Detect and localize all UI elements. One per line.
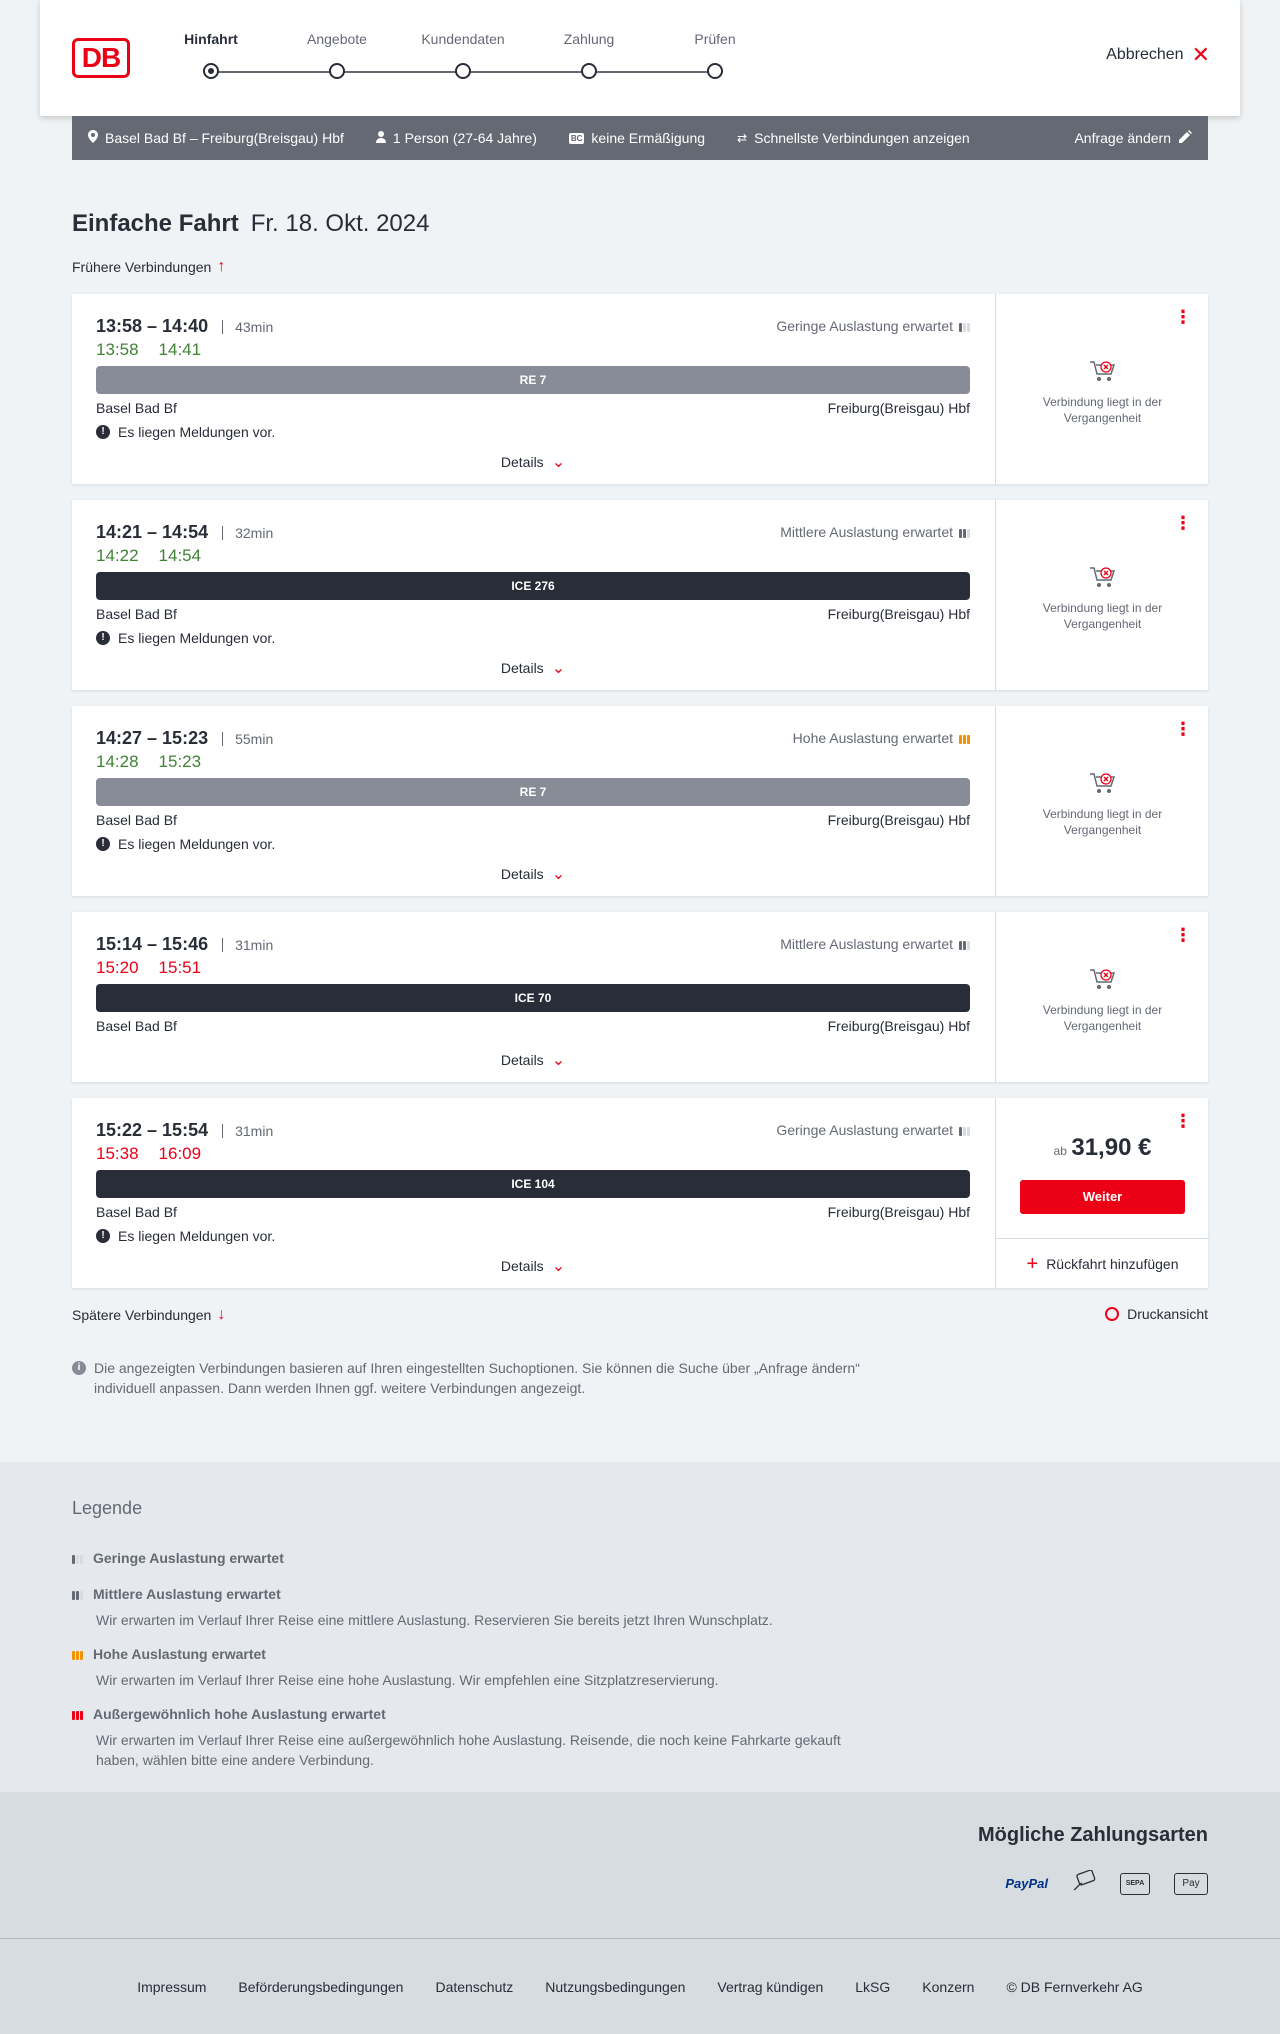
occupancy-info xyxy=(776,1122,970,1138)
footer-link-befoerderungsbedingungen[interactable]: Beförderungsbedingungen xyxy=(238,1978,404,1995)
discount-summary xyxy=(569,130,705,146)
legend-item-extreme xyxy=(72,1706,872,1770)
past-connection-text: Verbindung liegt in der Vergangenheit xyxy=(1042,395,1163,425)
footer-link-nutzungsbedingungen[interactable]: Nutzungsbedingungen xyxy=(545,1978,686,1995)
footer-copyright[interactable]: © DB Fernverkehr AG xyxy=(1006,1978,1143,1995)
details-toggle[interactable] xyxy=(72,1050,994,1070)
footer-link-impressum[interactable]: Impressum xyxy=(137,1978,207,1995)
departure-station: Basel Bad Bf xyxy=(96,1204,177,1220)
chevron-down-icon: ⌄ xyxy=(551,1052,566,1069)
details-label: Details xyxy=(500,1258,544,1274)
payment-methods-section xyxy=(0,1792,1280,1938)
notice-text: Es liegen Meldungen vor. xyxy=(118,836,276,852)
later-connections-label: Spätere Verbindungen xyxy=(72,1307,212,1323)
close-icon: ✕ xyxy=(1191,42,1210,67)
search-info-text: Die angezeigten Verbindungen basieren auf Ihren eingestellten Suchoptionen. Sie können die Suche über „Anfrage ändern“ individuell anpassen. Dann werden Ihnen ggf. weitere Verbindungen angezeigt. xyxy=(94,1360,860,1396)
train-bar[interactable]: RE 7 xyxy=(96,366,970,394)
legend-section xyxy=(0,1462,1280,1792)
occupancy-high-icon xyxy=(959,732,970,744)
realtime-arrival: 14:41 xyxy=(158,340,202,359)
chevron-down-icon: ⌄ xyxy=(551,660,566,677)
connection-card[interactable] xyxy=(72,294,1208,484)
realtime-times xyxy=(96,546,201,566)
step-dot xyxy=(707,63,723,79)
step-label: Kundendaten xyxy=(421,31,505,47)
connection-main xyxy=(72,500,994,690)
footer-link-datenschutz[interactable]: Datenschutz xyxy=(435,1978,514,1995)
cancel-button[interactable] xyxy=(1106,42,1210,67)
notice-text: Es liegen Meldungen vor. xyxy=(118,630,276,646)
occupancy-info xyxy=(780,936,970,952)
connection-main xyxy=(72,912,994,1082)
traveller-summary xyxy=(376,130,537,146)
details-label: Details xyxy=(500,660,544,676)
location-pin-icon xyxy=(88,130,98,146)
footer-link-vertrag-kuendigen[interactable]: Vertrag kündigen xyxy=(717,1978,824,1995)
connection-card[interactable] xyxy=(72,1098,1208,1288)
disruption-notice xyxy=(96,424,275,440)
price-block xyxy=(996,1134,1209,1162)
past-connection xyxy=(996,966,1209,1034)
chevron-down-icon: ⌄ xyxy=(551,866,566,883)
alert-icon: ! xyxy=(96,631,110,645)
footer-link-konzern[interactable]: Konzern xyxy=(922,1978,975,1995)
time-range: 15:22 – 15:54 xyxy=(96,1120,209,1140)
past-connection xyxy=(996,564,1209,632)
credit-card-icon xyxy=(1072,1870,1096,1897)
train-bar[interactable]: ICE 70 xyxy=(96,984,970,1012)
realtime-departure: 13:58 xyxy=(96,340,139,359)
legend-item-title: Mittlere Auslastung erwartet xyxy=(93,1586,281,1602)
price-prefix: ab xyxy=(1053,1144,1067,1158)
trip-date: Fr. 18. Okt. 2024 xyxy=(250,210,430,237)
scheduled-times xyxy=(96,316,273,337)
details-label: Details xyxy=(500,454,544,470)
occupancy-medium-icon xyxy=(959,938,970,950)
realtime-arrival: 14:54 xyxy=(158,546,202,565)
connection-main xyxy=(72,706,994,896)
step-dot xyxy=(329,63,345,79)
duration: 43min xyxy=(222,320,273,334)
step-label: Hinfahrt xyxy=(184,31,238,47)
details-toggle[interactable] xyxy=(72,864,994,884)
step-angebote xyxy=(277,30,397,52)
chevron-down-icon: ⌄ xyxy=(551,454,566,471)
realtime-times xyxy=(96,958,201,978)
past-connection-text: Verbindung liegt in der Vergangenheit xyxy=(1042,601,1163,631)
step-label: Prüfen xyxy=(694,31,736,47)
arrow-down-icon: ↓ xyxy=(217,1306,226,1323)
notice-text: Es liegen Meldungen vor. xyxy=(118,1228,276,1244)
occupancy-info xyxy=(793,730,970,746)
step-zahlung xyxy=(529,30,649,52)
stations-row xyxy=(96,400,970,416)
print-view-label: Druckansicht xyxy=(1127,1306,1208,1322)
print-view-link[interactable] xyxy=(1105,1306,1208,1322)
paypal-icon: PayPal xyxy=(1005,1876,1048,1891)
realtime-times xyxy=(96,340,201,360)
legend-item-medium xyxy=(72,1586,872,1630)
add-return-button[interactable] xyxy=(996,1238,1209,1288)
traveller-text: 1 Person (27-64 Jahre) xyxy=(392,130,537,146)
details-toggle[interactable] xyxy=(72,1256,994,1276)
legend-item-desc: Wir erwarten im Verlauf Ihrer Reise eine mittlere Auslastung. Reservieren Sie bereits jetzt Ihren Wunschplatz. xyxy=(96,1612,773,1628)
more-options-icon[interactable]: ⋮ xyxy=(1174,307,1192,327)
step-dot xyxy=(581,63,597,79)
step-label: Angebote xyxy=(307,31,367,47)
duration: 55min xyxy=(222,732,273,746)
connection-side xyxy=(995,912,1208,1082)
stations-row xyxy=(96,1018,970,1034)
more-options-icon[interactable]: ⋮ xyxy=(1174,719,1192,739)
details-toggle[interactable] xyxy=(72,452,994,472)
person-icon xyxy=(376,131,386,146)
connection-side xyxy=(995,500,1208,690)
legend-item-title: Geringe Auslastung erwartet xyxy=(93,1550,284,1566)
stations-row xyxy=(96,1204,970,1220)
arrow-up-icon: ↑ xyxy=(217,258,226,275)
time-range: 13:58 – 14:40 xyxy=(96,316,209,336)
notice-text: Es liegen Meldungen vor. xyxy=(118,424,276,440)
page-title xyxy=(72,210,429,238)
connection-main xyxy=(72,1098,994,1288)
legend-item-low xyxy=(72,1550,872,1566)
past-connection xyxy=(996,358,1209,426)
scheduled-times xyxy=(96,522,273,543)
more-options-icon[interactable]: ⋮ xyxy=(1174,925,1192,945)
payment-methods-title: Mögliche Zahlungsarten xyxy=(977,1824,1208,1846)
step-dot xyxy=(455,63,471,79)
info-icon: i xyxy=(72,1361,86,1375)
duration: 31min xyxy=(222,1124,273,1138)
occupancy-low-icon xyxy=(72,1552,83,1564)
train-bar[interactable]: ICE 276 xyxy=(96,572,970,600)
scheduled-times xyxy=(96,728,273,749)
step-kundendaten xyxy=(403,30,523,52)
plus-icon: + xyxy=(1026,1252,1039,1275)
legend-item-title: Außergewöhnlich hohe Auslastung erwartet xyxy=(93,1706,386,1722)
realtime-departure: 14:22 xyxy=(96,546,139,565)
realtime-departure: 14:28 xyxy=(96,752,139,771)
scheduled-times xyxy=(96,934,273,955)
occupancy-info xyxy=(780,524,970,540)
realtime-arrival: 15:51 xyxy=(158,958,202,977)
realtime-times xyxy=(96,752,201,772)
realtime-arrival: 16:09 xyxy=(158,1144,202,1163)
connection-side xyxy=(995,706,1208,896)
fastest-summary xyxy=(737,130,970,146)
departure-station: Basel Bad Bf xyxy=(96,606,177,622)
realtime-arrival: 15:23 xyxy=(158,752,202,771)
trip-type: Einfache Fahrt xyxy=(72,210,239,237)
search-info-note xyxy=(72,1358,862,1398)
disruption-notice xyxy=(96,836,275,852)
time-range: 14:27 – 15:23 xyxy=(96,728,209,748)
departure-station: Basel Bad Bf xyxy=(96,812,177,828)
cart-unavailable-icon xyxy=(1088,358,1118,384)
occupancy-low-icon xyxy=(959,1124,970,1136)
occupancy-text: Geringe Auslastung erwartet xyxy=(776,1122,953,1138)
footer-link-lksg[interactable]: LkSG xyxy=(855,1978,891,1995)
later-connections-link[interactable] xyxy=(72,1306,225,1324)
legend-item-title: Hohe Auslastung erwartet xyxy=(93,1646,266,1662)
earlier-connections-label: Frühere Verbindungen xyxy=(72,259,212,275)
occupancy-high-icon xyxy=(72,1648,83,1660)
duration: 32min xyxy=(222,526,273,540)
occupancy-medium-icon xyxy=(72,1588,83,1600)
past-connection-text: Verbindung liegt in der Vergangenheit xyxy=(1042,1003,1163,1033)
scheduled-times xyxy=(96,1120,273,1141)
occupancy-text: Hohe Auslastung erwartet xyxy=(792,730,953,746)
step-pruefen xyxy=(655,30,775,52)
swap-arrows-icon: ⇄ xyxy=(737,131,748,145)
stations-row xyxy=(96,606,970,622)
details-label: Details xyxy=(500,1052,544,1068)
edit-request-button[interactable] xyxy=(1074,130,1192,146)
printer-icon xyxy=(1105,1307,1119,1321)
time-range: 14:21 – 14:54 xyxy=(96,522,209,542)
legend-item-desc: Wir erwarten im Verlauf Ihrer Reise eine hohe Auslastung. Wir empfehlen eine Sitzplatzreservierung. xyxy=(96,1672,719,1688)
past-connection-text: Verbindung liegt in der Vergangenheit xyxy=(1042,807,1163,837)
arrival-station: Freiburg(Breisgau) Hbf xyxy=(827,812,970,828)
pencil-icon xyxy=(1179,130,1192,146)
alert-icon: ! xyxy=(96,1229,110,1243)
more-options-icon[interactable]: ⋮ xyxy=(1174,1111,1192,1131)
step-dot xyxy=(203,63,219,79)
more-options-icon[interactable]: ⋮ xyxy=(1174,513,1192,533)
occupancy-text: Mittlere Auslastung erwartet xyxy=(780,936,953,952)
arrival-station: Freiburg(Breisgau) Hbf xyxy=(827,1204,970,1220)
cart-unavailable-icon xyxy=(1088,564,1118,590)
legend-item-high xyxy=(72,1646,872,1690)
connection-card[interactable] xyxy=(72,500,1208,690)
occupancy-text: Mittlere Auslastung erwartet xyxy=(780,524,953,540)
departure-station: Basel Bad Bf xyxy=(96,1018,177,1034)
payment-icons xyxy=(1005,1870,1208,1897)
past-connection xyxy=(996,770,1209,838)
alert-icon: ! xyxy=(96,425,110,439)
connection-side xyxy=(995,294,1208,484)
train-bar[interactable]: ICE 104 xyxy=(96,1170,970,1198)
continue-button[interactable]: Weiter xyxy=(1020,1180,1185,1214)
arrival-station: Freiburg(Breisgau) Hbf xyxy=(827,606,970,622)
route-text: Basel Bad Bf – Freiburg(Breisgau) Hbf xyxy=(105,130,344,146)
occupancy-medium-icon xyxy=(959,526,970,538)
header xyxy=(40,0,1240,116)
db-logo[interactable]: DB xyxy=(72,38,130,78)
train-bar[interactable]: RE 7 xyxy=(96,778,970,806)
realtime-times xyxy=(96,1144,201,1164)
occupancy-text: Geringe Auslastung erwartet xyxy=(776,318,953,334)
add-return-label: Rückfahrt hinzufügen xyxy=(1046,1255,1179,1272)
footer xyxy=(0,1938,1280,2034)
arrival-station: Freiburg(Breisgau) Hbf xyxy=(827,400,970,416)
cart-unavailable-icon xyxy=(1088,770,1118,796)
alert-icon: ! xyxy=(96,837,110,851)
cancel-label: Abbrechen xyxy=(1106,46,1184,63)
disruption-notice xyxy=(96,630,275,646)
cart-unavailable-icon xyxy=(1088,966,1118,992)
step-hinfahrt xyxy=(151,30,271,52)
fastest-text: Schnellste Verbindungen anzeigen xyxy=(754,130,970,146)
chevron-down-icon: ⌄ xyxy=(551,1258,566,1275)
realtime-departure: 15:38 xyxy=(96,1144,139,1163)
booking-stepper xyxy=(184,30,790,90)
route-summary xyxy=(88,130,344,146)
step-label: Zahlung xyxy=(563,31,615,47)
bahncard-icon: BC xyxy=(570,133,583,143)
discount-text: keine Ermäßigung xyxy=(591,130,706,146)
arrival-station: Freiburg(Breisgau) Hbf xyxy=(827,1018,970,1034)
occupancy-extreme-icon xyxy=(72,1708,83,1720)
stations-row xyxy=(96,812,970,828)
departure-station: Basel Bad Bf xyxy=(96,400,177,416)
details-toggle[interactable] xyxy=(72,658,994,678)
connection-card[interactable] xyxy=(72,706,1208,896)
realtime-departure: 15:20 xyxy=(96,958,139,977)
details-label: Details xyxy=(500,866,544,882)
sepa-icon: SEPA xyxy=(1120,1873,1150,1895)
legend-title: Legende xyxy=(72,1498,143,1518)
duration: 31min xyxy=(222,938,273,952)
earlier-connections-link[interactable] xyxy=(72,258,225,276)
connection-side xyxy=(995,1098,1208,1288)
connection-card[interactable] xyxy=(72,912,1208,1082)
legend-item-desc: Wir erwarten im Verlauf Ihrer Reise eine außergewöhnlich hohe Auslastung. Reisende, die noch keine Fahrkarte gekauft haben, wählen bitte eine andere Verbindung. xyxy=(96,1732,841,1768)
connection-main xyxy=(72,294,994,484)
apple-pay-icon: Pay xyxy=(1174,1873,1208,1895)
occupancy-info xyxy=(776,318,970,334)
occupancy-low-icon xyxy=(959,320,970,332)
edit-request-label: Anfrage ändern xyxy=(1074,130,1171,146)
time-range: 15:14 – 15:46 xyxy=(96,934,209,954)
disruption-notice xyxy=(96,1228,275,1244)
search-summary-bar xyxy=(72,116,1208,160)
price-value: 31,90 € xyxy=(1071,1134,1152,1161)
